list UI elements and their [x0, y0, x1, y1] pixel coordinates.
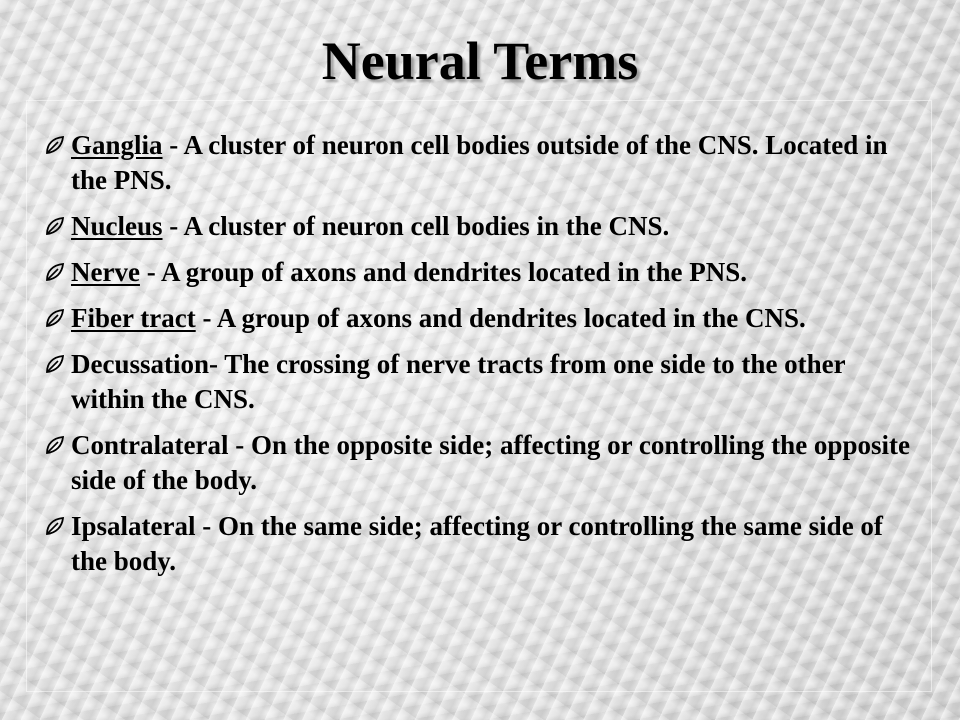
leaf-icon	[44, 434, 66, 456]
bullet-item	[44, 347, 924, 417]
bullet-text: - On the same side; affecting or controlling the same side of the body.	[71, 511, 883, 576]
bullet-text: - A cluster of neuron cell bodies in the CNS.	[162, 211, 670, 241]
slide-title: Neural Terms	[321, 31, 639, 91]
bullet-text: - The crossing of nerve tracts from one side to the other within the CNS.	[71, 349, 846, 414]
bullet-item	[44, 428, 924, 498]
bullet-item	[44, 255, 924, 290]
bullet-text: - A group of axons and dendrites located in the CNS.	[195, 303, 806, 333]
bullet-item	[44, 509, 924, 579]
leaf-icon	[44, 134, 66, 156]
bullet-item	[44, 209, 924, 244]
leaf-icon	[44, 215, 66, 237]
bullet-text: - A group of axons and dendrites located in the PNS.	[139, 257, 748, 287]
bullet-term: Ipsalateral	[71, 511, 196, 541]
bullet-text: - A cluster of neuron cell bodies outside of the CNS. Located in the PNS.	[71, 130, 888, 195]
leaf-icon	[44, 353, 66, 375]
bullet-term: Nucleus	[71, 211, 163, 241]
bullet-text: - On the opposite side; affecting or controlling the opposite side of the body.	[71, 430, 910, 495]
bullet-term: Fiber tract	[71, 303, 196, 333]
bullet-item	[44, 301, 924, 336]
leaf-icon	[44, 307, 66, 329]
bullet-term: Contralateral	[71, 430, 229, 460]
bullet-term: Nerve	[71, 257, 140, 287]
leaf-icon	[44, 515, 66, 537]
bullet-item	[44, 128, 924, 198]
leaf-icon	[44, 261, 66, 283]
bullet-term: Decussation	[71, 349, 210, 379]
bullet-term: Ganglia	[71, 130, 163, 160]
bullet-list	[44, 128, 924, 590]
